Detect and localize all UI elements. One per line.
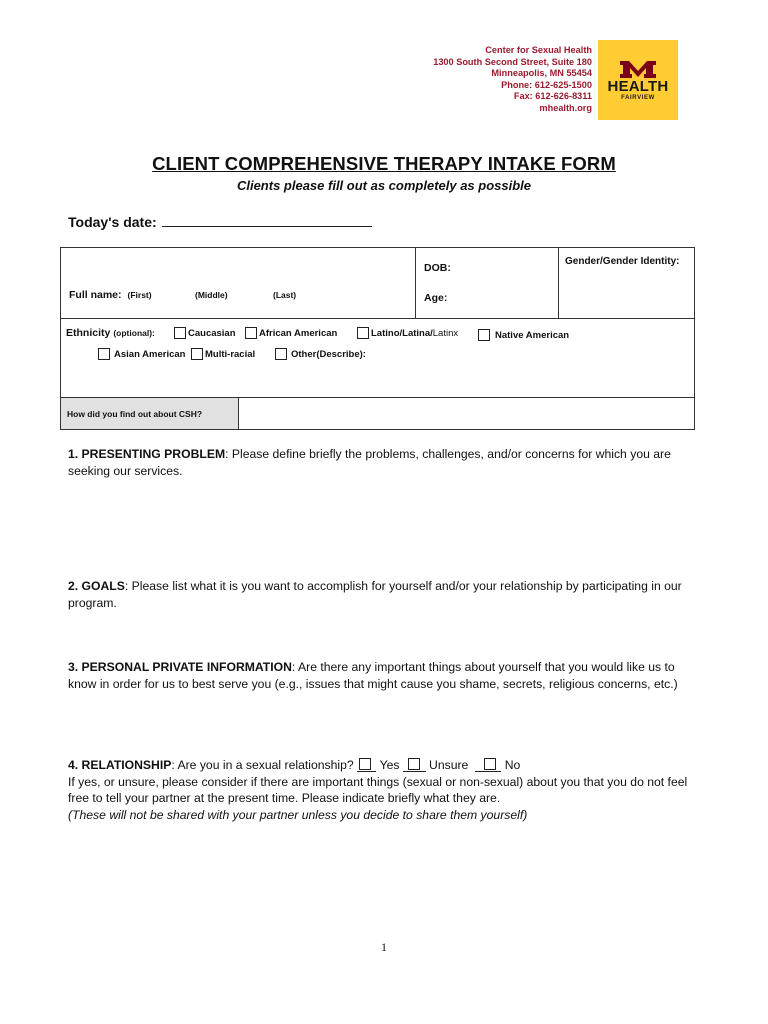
relationship-unsure-checkbox[interactable] (403, 758, 426, 772)
address-line: Minneapolis, MN 55454 (491, 68, 592, 79)
how-found-label: How did you find out about CSH? (67, 409, 203, 419)
m-logo-icon (618, 57, 658, 79)
relationship-yes-label: Yes (379, 758, 400, 772)
relationship-privacy-note: (These will not be shared with your partner unless you decide to share them yourself) (68, 807, 528, 822)
address-line: mhealth.org (539, 102, 592, 113)
ethnicity-option-caucasian[interactable]: Caucasian (174, 327, 236, 339)
relationship-no-checkbox[interactable] (475, 758, 501, 772)
question-text: : Are you in a sexual relationship? (171, 758, 358, 772)
relationship-answer-area[interactable] (68, 826, 688, 926)
goals-answer-area[interactable] (68, 614, 688, 654)
ethnicity-option-latino[interactable]: Latino/Latina/ Latinx (357, 327, 458, 339)
checkbox[interactable] (359, 758, 371, 770)
question-presenting-problem (68, 446, 688, 479)
question-title: 3. PERSONAL PRIVATE INFORMATION (68, 660, 292, 674)
full-name-label: Full name: (69, 289, 122, 301)
address-line: 1300 South Second Street, Suite 180 (433, 56, 592, 67)
address-line: Phone: 612-625-1500 (501, 79, 592, 90)
checkbox[interactable] (408, 758, 420, 770)
ethnicity-label: Ethnicity (66, 327, 111, 339)
client-info-table (60, 247, 695, 430)
ethnicity-option-multi-racial[interactable]: Multi-racial (191, 348, 255, 360)
checkbox[interactable] (357, 327, 369, 339)
ethnicity-option-native-american[interactable]: Native American (478, 329, 569, 341)
question-title: 4. RELATIONSHIP (68, 758, 172, 772)
middle-name-hint: (Middle) (195, 290, 228, 300)
ethnicity-optional-note: (optional): (113, 328, 155, 338)
question-title: 2. GOALS (68, 579, 125, 593)
address-line: Fax: 612-626-8311 (513, 91, 592, 102)
question-relationship (68, 757, 688, 823)
logo-health-text: HEALTH (607, 78, 669, 95)
age-label: Age: (424, 292, 448, 304)
relationship-body-text: If yes, or unsure, please consider if there are important things (sexual or non-sexual) about you that you do not feel free to tell your partner at the present time. Please indicate briefly what they are. (68, 774, 688, 805)
checkbox[interactable] (484, 758, 496, 770)
question-text: : Are there any important things about yourself that you would like us to know in order for us to best serve you (e.g., issues that might cause you shame, secrets, religious concerns, etc.) (68, 660, 678, 691)
question-goals (68, 578, 688, 611)
how-found-label-cell (61, 398, 239, 429)
how-found-input[interactable] (239, 398, 695, 429)
todays-date-field (68, 212, 372, 230)
ethnicity-label-group (66, 327, 155, 339)
page-number: 1 (381, 940, 387, 954)
gender-identity-cell[interactable] (559, 248, 695, 319)
ethnicity-cell (61, 319, 695, 398)
checkbox[interactable] (245, 327, 257, 339)
checkbox[interactable] (98, 348, 110, 360)
dob-age-cell[interactable] (416, 248, 559, 319)
form-subtitle: Clients please fill out as completely as possible (236, 178, 532, 193)
question-personal-private-info (68, 659, 688, 692)
ethnicity-option-african-american[interactable]: African American (245, 327, 337, 339)
form-title: CLIENT COMPREHENSIVE THERAPY INTAKE FORM (152, 153, 616, 174)
m-health-fairview-logo (598, 40, 678, 120)
question-text: : Please define briefly the problems, challenges, and/or concerns for which you are seeking our services. (68, 447, 671, 478)
relationship-yes-checkbox[interactable] (357, 758, 376, 772)
personal-info-answer-area[interactable] (68, 712, 688, 752)
last-name-hint: (Last) (273, 290, 297, 300)
checkbox[interactable] (174, 327, 186, 339)
relationship-no-label: No (504, 758, 521, 772)
question-title: 1. PRESENTING PROBLEM (68, 447, 226, 461)
relationship-question-line (68, 757, 688, 774)
clinic-address (292, 45, 592, 115)
first-name-hint: (First) (127, 290, 152, 300)
todays-date-label: Today's date: (68, 214, 157, 230)
gender-identity-label: Gender/Gender Identity: (565, 256, 680, 267)
checkbox[interactable] (478, 329, 490, 341)
logo-fairview-text: FAIRVIEW (621, 95, 655, 101)
address-line: Center for Sexual Health (485, 45, 592, 55)
ethnicity-option-asian-american[interactable]: Asian American (98, 348, 185, 360)
todays-date-input[interactable] (162, 212, 372, 227)
presenting-problem-answer-area[interactable] (68, 484, 688, 564)
checkbox[interactable] (191, 348, 203, 360)
ethnicity-option-other[interactable]: Other(Describe): (275, 348, 366, 360)
full-name-field (69, 289, 297, 301)
checkbox[interactable] (275, 348, 287, 360)
question-text: : Please list what it is you want to accomplish for yourself and/or your relationship by participating in our program. (68, 579, 682, 610)
dob-label: DOB: (424, 262, 451, 274)
full-name-cell[interactable] (61, 248, 416, 319)
relationship-unsure-label: Unsure (429, 758, 469, 772)
